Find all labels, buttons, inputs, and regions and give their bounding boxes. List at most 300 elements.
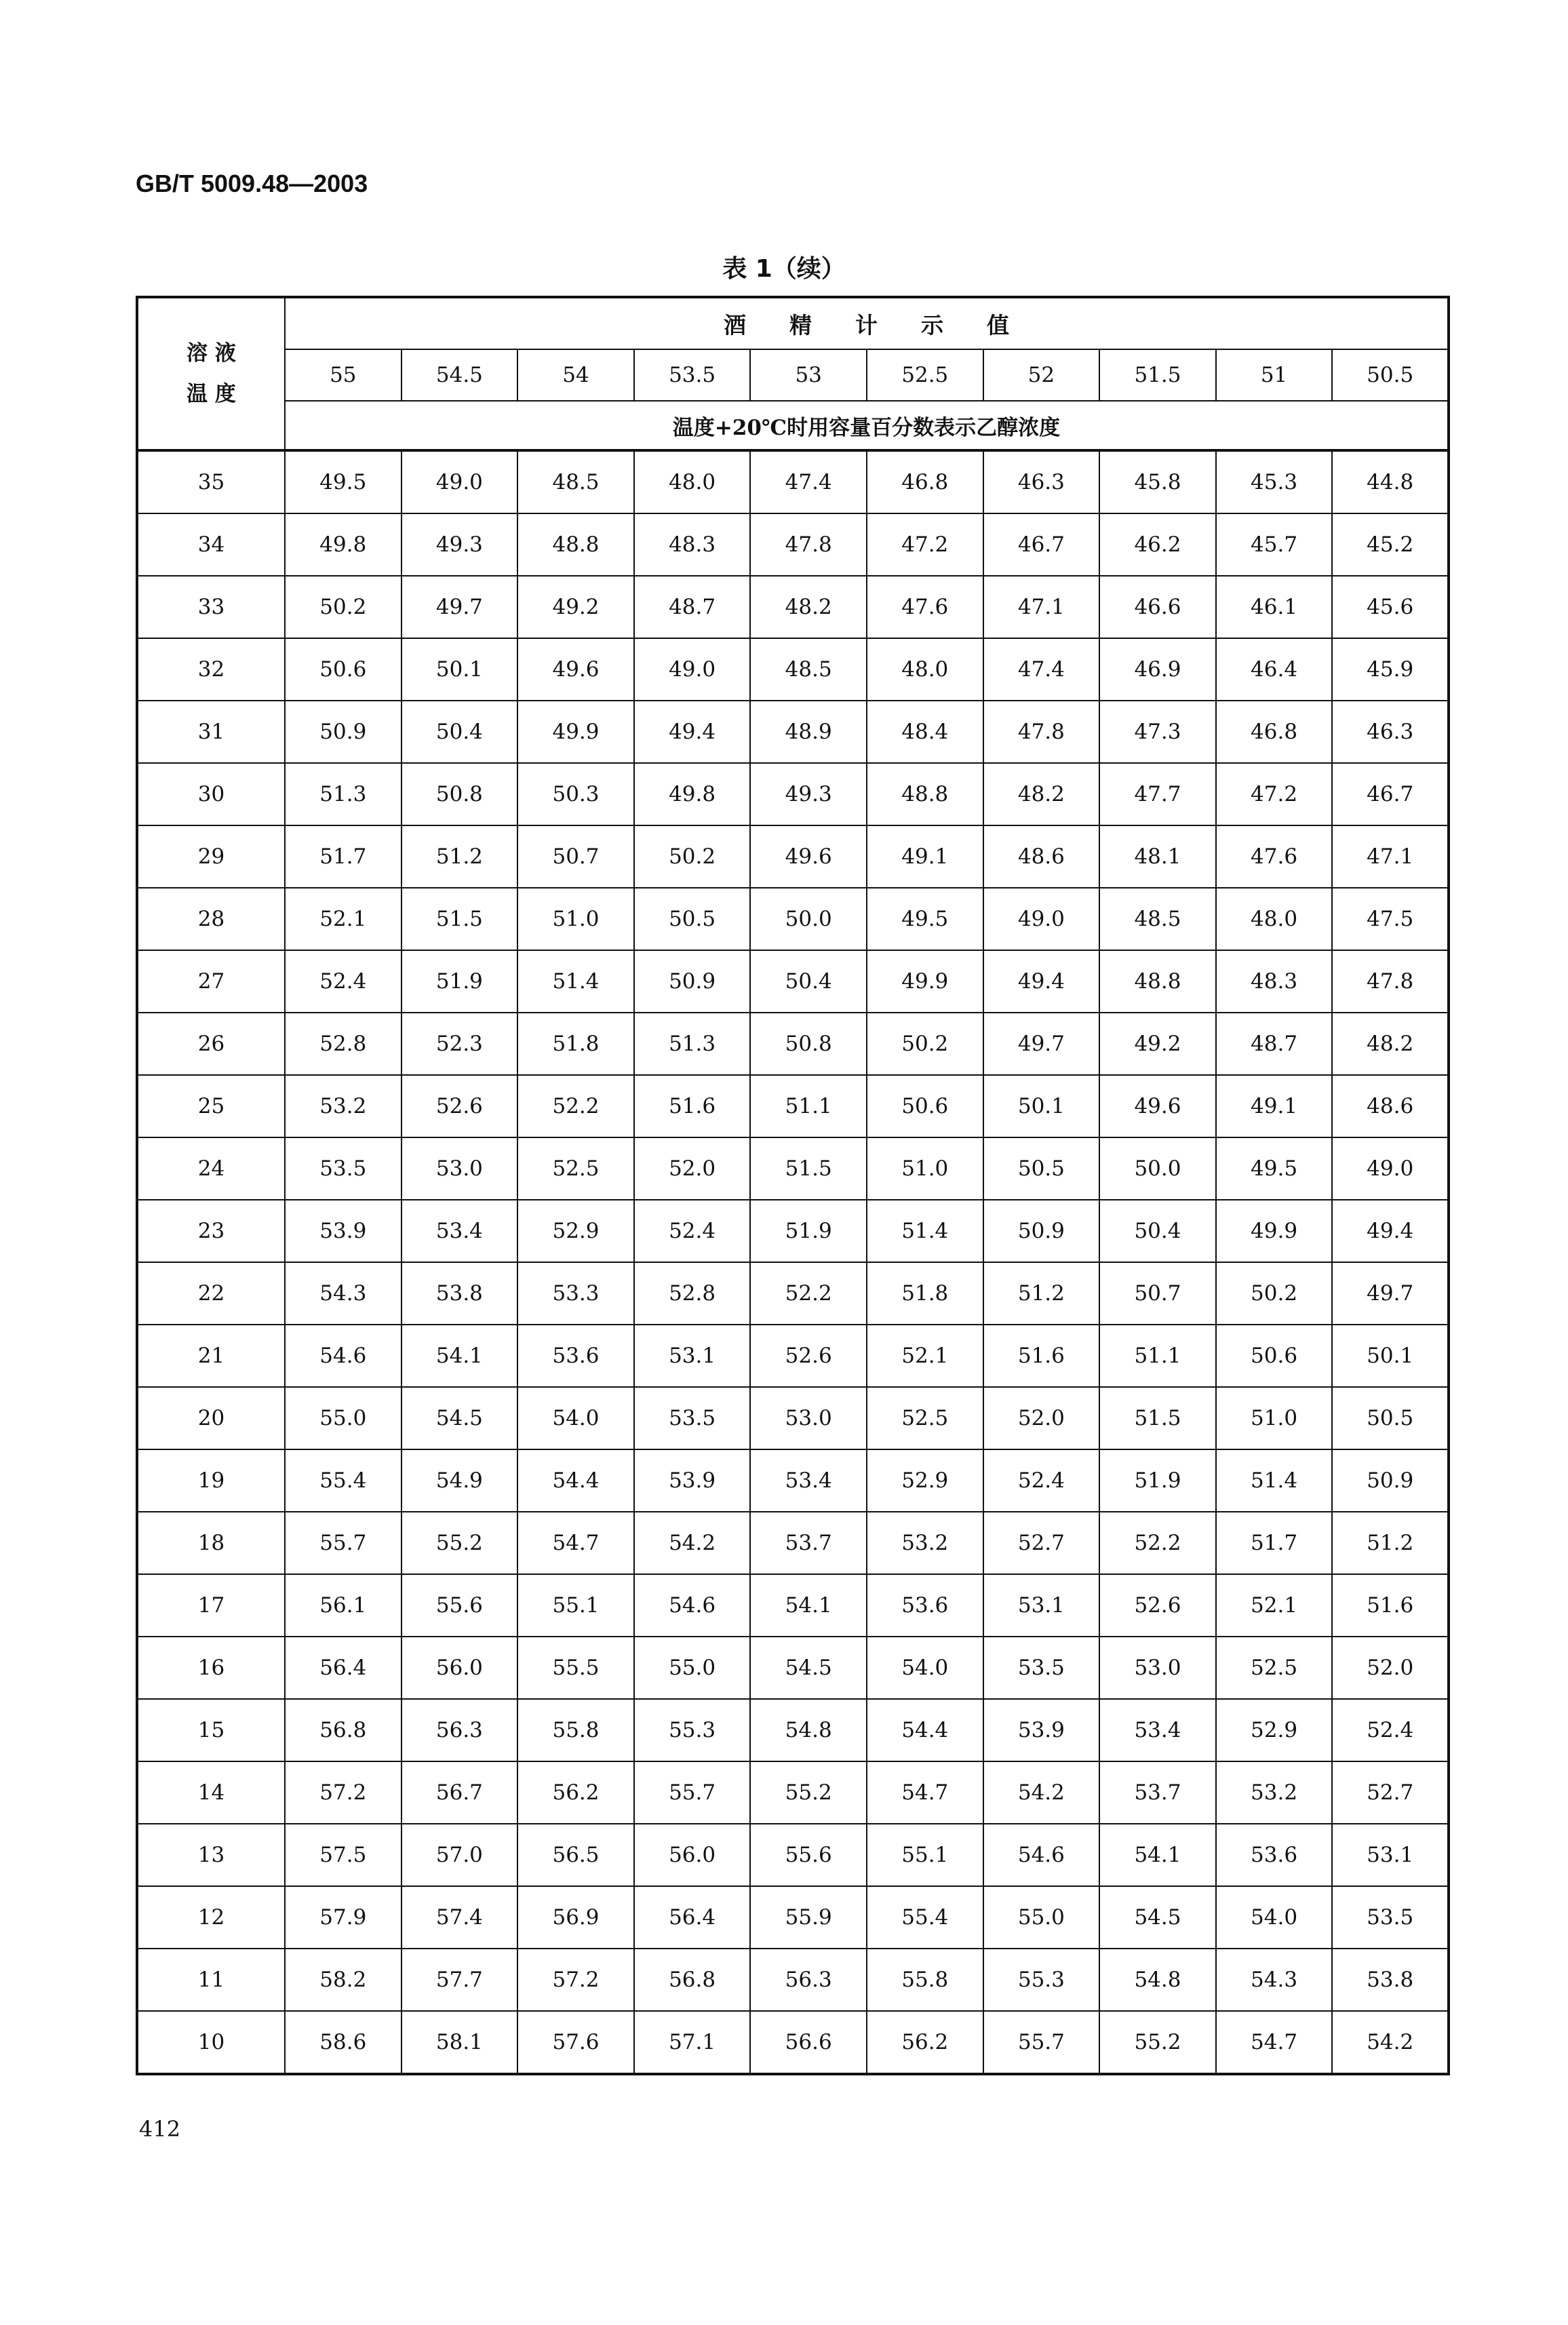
value-cell: 49.6 — [517, 638, 634, 701]
value-cell: 53.4 — [750, 1449, 867, 1512]
value-cell: 49.5 — [867, 888, 983, 950]
value-cell: 49.4 — [983, 950, 1100, 1013]
value-cell: 53.9 — [983, 1699, 1100, 1761]
value-cell: 48.7 — [1216, 1013, 1333, 1075]
value-cell: 57.5 — [285, 1824, 401, 1886]
value-cell: 48.7 — [634, 576, 751, 638]
value-cell: 57.6 — [517, 2011, 634, 2074]
value-cell: 48.2 — [750, 576, 867, 638]
value-cell: 54.6 — [285, 1325, 401, 1387]
value-cell: 55.0 — [983, 1886, 1100, 1949]
value-cell: 54.0 — [517, 1387, 634, 1449]
value-cell: 52.6 — [1099, 1574, 1216, 1637]
value-cell: 54.4 — [867, 1699, 983, 1761]
value-cell: 51.7 — [1216, 1512, 1333, 1574]
value-cell: 50.2 — [634, 825, 751, 888]
value-cell: 53.0 — [401, 1137, 518, 1200]
value-cell: 55.2 — [1099, 2011, 1216, 2074]
value-cell: 53.3 — [517, 1262, 634, 1325]
table-row — [137, 1886, 1449, 1949]
value-cell: 53.7 — [750, 1512, 867, 1574]
value-cell: 50.0 — [750, 888, 867, 950]
value-cell: 50.7 — [517, 825, 634, 888]
value-cell: 54.6 — [634, 1574, 751, 1637]
value-cell: 54.1 — [750, 1574, 867, 1637]
value-cell: 53.7 — [1099, 1761, 1216, 1824]
value-cell: 49.2 — [1099, 1013, 1216, 1075]
value-cell: 51.8 — [517, 1013, 634, 1075]
value-cell: 56.0 — [401, 1637, 518, 1699]
value-cell: 49.5 — [1216, 1137, 1333, 1200]
table-row — [137, 1013, 1449, 1075]
value-cell: 52.5 — [517, 1137, 634, 1200]
value-cell: 54.1 — [401, 1325, 518, 1387]
value-cell: 48.2 — [983, 763, 1100, 825]
value-cell: 55.7 — [983, 2011, 1100, 2074]
alcohol-correction-table — [136, 296, 1450, 2075]
value-cell: 57.2 — [517, 1949, 634, 2011]
value-cell: 46.3 — [983, 450, 1100, 513]
value-cell: 47.6 — [1216, 825, 1333, 888]
value-cell: 51.2 — [401, 825, 518, 888]
value-cell: 48.8 — [867, 763, 983, 825]
column-header: 54.5 — [401, 349, 518, 401]
value-cell: 48.9 — [750, 701, 867, 763]
table-row — [137, 1761, 1449, 1824]
value-cell: 58.6 — [285, 2011, 401, 2074]
value-cell: 56.2 — [867, 2011, 983, 2074]
value-cell: 57.2 — [285, 1761, 401, 1824]
value-cell: 48.0 — [867, 638, 983, 701]
value-cell: 56.7 — [401, 1761, 518, 1824]
table-row — [137, 1200, 1449, 1262]
value-cell: 56.9 — [517, 1886, 634, 1949]
table-row — [137, 450, 1449, 513]
column-header: 50.5 — [1332, 349, 1449, 401]
value-cell: 55.3 — [634, 1699, 751, 1761]
value-cell: 46.7 — [983, 513, 1100, 576]
value-cell: 52.1 — [867, 1325, 983, 1387]
value-cell: 53.4 — [1099, 1699, 1216, 1761]
value-cell: 55.4 — [285, 1449, 401, 1512]
value-cell: 53.5 — [983, 1637, 1100, 1699]
value-cell: 56.5 — [517, 1824, 634, 1886]
value-cell: 48.5 — [517, 450, 634, 513]
value-cell: 50.9 — [983, 1200, 1100, 1262]
value-cell: 51.2 — [1332, 1512, 1449, 1574]
value-cell: 54.3 — [285, 1262, 401, 1325]
value-cell: 46.4 — [1216, 638, 1333, 701]
value-cell: 48.1 — [1099, 825, 1216, 888]
table-caption: 表 1（续） — [722, 255, 846, 283]
value-cell: 56.3 — [750, 1949, 867, 2011]
value-cell: 56.8 — [285, 1699, 401, 1761]
value-cell: 46.2 — [1099, 513, 1216, 576]
value-cell: 50.5 — [983, 1137, 1100, 1200]
temperature-cell: 11 — [137, 1949, 285, 2011]
value-cell: 50.8 — [401, 763, 518, 825]
value-cell: 46.3 — [1332, 701, 1449, 763]
value-cell: 56.4 — [285, 1637, 401, 1699]
value-cell: 50.6 — [285, 638, 401, 701]
value-cell: 47.8 — [983, 701, 1100, 763]
value-cell: 55.7 — [285, 1512, 401, 1574]
value-cell: 57.4 — [401, 1886, 518, 1949]
value-cell: 51.0 — [517, 888, 634, 950]
value-cell: 52.2 — [517, 1075, 634, 1137]
value-cell: 47.2 — [1216, 763, 1333, 825]
value-cell: 55.2 — [401, 1512, 518, 1574]
value-cell: 54.7 — [867, 1761, 983, 1824]
value-cell: 48.5 — [1099, 888, 1216, 950]
value-cell: 46.1 — [1216, 576, 1333, 638]
value-cell: 50.1 — [401, 638, 518, 701]
value-cell: 47.4 — [983, 638, 1100, 701]
unit-header: 温度+20℃时用容量百分数表示乙醇浓度 — [285, 401, 1449, 450]
table-row — [137, 513, 1449, 576]
value-cell: 51.5 — [1099, 1387, 1216, 1449]
value-cell: 46.6 — [1099, 576, 1216, 638]
value-cell: 46.9 — [1099, 638, 1216, 701]
column-header: 52 — [983, 349, 1100, 401]
value-cell: 53.1 — [634, 1325, 751, 1387]
value-cell: 50.6 — [867, 1075, 983, 1137]
value-cell: 55.9 — [750, 1886, 867, 1949]
value-cell: 50.5 — [1332, 1387, 1449, 1449]
value-cell: 54.0 — [867, 1637, 983, 1699]
value-cell: 53.5 — [285, 1137, 401, 1200]
value-cell: 50.8 — [750, 1013, 867, 1075]
value-cell: 46.8 — [867, 450, 983, 513]
value-cell: 51.6 — [634, 1075, 751, 1137]
value-cell: 53.0 — [1099, 1637, 1216, 1699]
value-cell: 50.9 — [634, 950, 751, 1013]
value-cell: 45.8 — [1099, 450, 1216, 513]
table-row — [137, 763, 1449, 825]
value-cell: 45.3 — [1216, 450, 1333, 513]
value-cell: 54.5 — [750, 1637, 867, 1699]
temperature-cell: 35 — [137, 450, 285, 513]
value-cell: 53.2 — [1216, 1761, 1333, 1824]
value-cell: 53.6 — [517, 1325, 634, 1387]
column-header: 53.5 — [634, 349, 751, 401]
value-cell: 55.7 — [634, 1761, 751, 1824]
temperature-cell: 12 — [137, 1886, 285, 1949]
value-cell: 47.1 — [1332, 825, 1449, 888]
value-cell: 50.2 — [1216, 1262, 1333, 1325]
value-cell: 50.3 — [517, 763, 634, 825]
table-row — [137, 888, 1449, 950]
value-cell: 56.4 — [634, 1886, 751, 1949]
value-cell: 52.9 — [867, 1449, 983, 1512]
value-cell: 55.6 — [401, 1574, 518, 1637]
value-cell: 54.2 — [983, 1761, 1100, 1824]
value-cell: 50.9 — [285, 701, 401, 763]
value-cell: 49.2 — [517, 576, 634, 638]
value-cell: 45.9 — [1332, 638, 1449, 701]
value-cell: 53.8 — [401, 1262, 518, 1325]
value-cell: 55.6 — [750, 1824, 867, 1886]
table-row — [137, 701, 1449, 763]
value-cell: 58.2 — [285, 1949, 401, 2011]
value-cell: 48.3 — [634, 513, 751, 576]
value-cell: 48.2 — [1332, 1013, 1449, 1075]
value-cell: 44.8 — [1332, 450, 1449, 513]
value-cell: 52.8 — [634, 1262, 751, 1325]
value-cell: 49.4 — [1332, 1200, 1449, 1262]
value-cell: 48.0 — [1216, 888, 1333, 950]
temperature-cell: 31 — [137, 701, 285, 763]
value-cell: 52.0 — [634, 1137, 751, 1200]
table-row — [137, 638, 1449, 701]
value-cell: 53.5 — [634, 1387, 751, 1449]
value-cell: 51.5 — [750, 1137, 867, 1200]
value-cell: 54.2 — [634, 1512, 751, 1574]
value-cell: 52.9 — [1216, 1699, 1333, 1761]
value-cell: 58.1 — [401, 2011, 518, 2074]
value-cell: 49.0 — [634, 638, 751, 701]
value-cell: 50.4 — [401, 701, 518, 763]
value-cell: 51.1 — [750, 1075, 867, 1137]
column-header: 52.5 — [867, 349, 983, 401]
value-cell: 56.8 — [634, 1949, 751, 2011]
value-cell: 51.3 — [634, 1013, 751, 1075]
value-cell: 53.2 — [867, 1512, 983, 1574]
value-cell: 56.3 — [401, 1699, 518, 1761]
value-cell: 50.1 — [983, 1075, 1100, 1137]
value-cell: 55.1 — [867, 1824, 983, 1886]
table-row — [137, 1574, 1449, 1637]
value-cell: 53.6 — [1216, 1824, 1333, 1886]
value-cell: 49.4 — [634, 701, 751, 763]
temperature-cell: 20 — [137, 1387, 285, 1449]
value-cell: 53.1 — [983, 1574, 1100, 1637]
value-cell: 54.7 — [517, 1512, 634, 1574]
value-cell: 56.1 — [285, 1574, 401, 1637]
value-cell: 47.3 — [1099, 701, 1216, 763]
value-cell: 46.8 — [1216, 701, 1333, 763]
temperature-cell: 33 — [137, 576, 285, 638]
value-cell: 50.2 — [867, 1013, 983, 1075]
value-cell: 52.3 — [401, 1013, 518, 1075]
value-cell: 53.4 — [401, 1200, 518, 1262]
temperature-cell: 34 — [137, 513, 285, 576]
value-cell: 56.2 — [517, 1761, 634, 1824]
value-cell: 54.4 — [517, 1449, 634, 1512]
value-cell: 51.2 — [983, 1262, 1100, 1325]
value-cell: 57.0 — [401, 1824, 518, 1886]
value-cell: 55.3 — [983, 1949, 1100, 2011]
value-cell: 49.7 — [401, 576, 518, 638]
value-cell: 49.3 — [401, 513, 518, 576]
standard-number: GB/T 5009.48—2003 — [136, 170, 368, 197]
temperature-cell: 26 — [137, 1013, 285, 1075]
value-cell: 52.1 — [1216, 1574, 1333, 1637]
value-cell: 48.0 — [634, 450, 751, 513]
value-cell: 55.0 — [634, 1637, 751, 1699]
value-cell: 51.1 — [1099, 1325, 1216, 1387]
value-cell: 45.2 — [1332, 513, 1449, 576]
value-cell: 49.5 — [285, 450, 401, 513]
value-cell: 47.8 — [1332, 950, 1449, 1013]
table-row — [137, 1512, 1449, 1574]
value-cell: 47.6 — [867, 576, 983, 638]
temperature-cell: 27 — [137, 950, 285, 1013]
value-cell: 48.8 — [1099, 950, 1216, 1013]
table-row — [137, 825, 1449, 888]
value-cell: 51.0 — [867, 1137, 983, 1200]
value-cell: 54.5 — [401, 1387, 518, 1449]
value-cell: 49.8 — [634, 763, 751, 825]
value-cell: 45.6 — [1332, 576, 1449, 638]
value-cell: 46.7 — [1332, 763, 1449, 825]
value-cell: 50.4 — [1099, 1200, 1216, 1262]
value-cell: 54.1 — [1099, 1824, 1216, 1886]
value-cell: 51.4 — [517, 950, 634, 1013]
value-cell: 52.4 — [634, 1200, 751, 1262]
value-cell: 52.1 — [285, 888, 401, 950]
value-cell: 49.1 — [1216, 1075, 1333, 1137]
temperature-cell: 30 — [137, 763, 285, 825]
value-cell: 50.9 — [1332, 1449, 1449, 1512]
value-cell: 49.7 — [1332, 1262, 1449, 1325]
value-cell: 53.1 — [1332, 1824, 1449, 1886]
table-row — [137, 1262, 1449, 1325]
value-cell: 50.2 — [285, 576, 401, 638]
table-row — [137, 1075, 1449, 1137]
value-cell: 56.6 — [750, 2011, 867, 2074]
value-cell: 52.8 — [285, 1013, 401, 1075]
value-cell: 55.8 — [517, 1699, 634, 1761]
column-header: 51 — [1216, 349, 1333, 401]
table-row — [137, 1137, 1449, 1200]
value-cell: 51.7 — [285, 825, 401, 888]
value-cell: 55.5 — [517, 1637, 634, 1699]
value-cell: 51.5 — [401, 888, 518, 950]
value-cell: 48.3 — [1216, 950, 1333, 1013]
table-row — [137, 1387, 1449, 1449]
value-cell: 57.9 — [285, 1886, 401, 1949]
temperature-cell: 21 — [137, 1325, 285, 1387]
value-cell: 47.5 — [1332, 888, 1449, 950]
table-row — [137, 1325, 1449, 1387]
value-cell: 54.7 — [1216, 2011, 1333, 2074]
value-cell: 50.7 — [1099, 1262, 1216, 1325]
value-cell: 57.1 — [634, 2011, 751, 2074]
temperature-cell: 24 — [137, 1137, 285, 1200]
value-cell: 52.5 — [1216, 1637, 1333, 1699]
value-cell: 50.1 — [1332, 1325, 1449, 1387]
value-cell: 51.4 — [867, 1200, 983, 1262]
value-cell: 52.0 — [983, 1387, 1100, 1449]
value-cell: 54.6 — [983, 1824, 1100, 1886]
value-cell: 50.6 — [1216, 1325, 1333, 1387]
temperature-cell: 18 — [137, 1512, 285, 1574]
table-row — [137, 1637, 1449, 1699]
value-cell: 48.6 — [1332, 1075, 1449, 1137]
value-cell: 54.8 — [1099, 1949, 1216, 2011]
value-cell: 51.4 — [1216, 1449, 1333, 1512]
table-row — [137, 1449, 1449, 1512]
value-cell: 51.9 — [401, 950, 518, 1013]
value-cell: 49.0 — [983, 888, 1100, 950]
value-cell: 52.6 — [401, 1075, 518, 1137]
temperature-cell: 19 — [137, 1449, 285, 1512]
value-cell: 55.2 — [750, 1761, 867, 1824]
value-cell: 54.9 — [401, 1449, 518, 1512]
value-cell: 47.8 — [750, 513, 867, 576]
value-cell: 47.2 — [867, 513, 983, 576]
value-cell: 52.0 — [1332, 1637, 1449, 1699]
table-row — [137, 576, 1449, 638]
value-cell: 51.9 — [1099, 1449, 1216, 1512]
column-header-row — [137, 349, 1449, 401]
table-row — [137, 1949, 1449, 2011]
value-cell: 53.0 — [750, 1387, 867, 1449]
table-row — [137, 1699, 1449, 1761]
value-cell: 52.4 — [285, 950, 401, 1013]
page-number: 412 — [139, 2116, 181, 2142]
value-cell: 52.7 — [983, 1512, 1100, 1574]
corner-label-temperature: 温 度 — [187, 382, 236, 406]
value-cell: 52.2 — [750, 1262, 867, 1325]
value-cell: 49.0 — [401, 450, 518, 513]
value-cell: 49.9 — [517, 701, 634, 763]
value-cell: 47.4 — [750, 450, 867, 513]
value-cell: 49.9 — [1216, 1200, 1333, 1262]
table-row — [137, 2011, 1449, 2074]
value-cell: 53.2 — [285, 1075, 401, 1137]
value-cell: 55.4 — [867, 1886, 983, 1949]
value-cell: 55.8 — [867, 1949, 983, 2011]
value-cell: 51.6 — [983, 1325, 1100, 1387]
value-cell: 52.4 — [983, 1449, 1100, 1512]
value-cell: 54.5 — [1099, 1886, 1216, 1949]
value-cell: 53.9 — [285, 1200, 401, 1262]
value-cell: 52.7 — [1332, 1761, 1449, 1824]
value-cell: 53.8 — [1332, 1949, 1449, 2011]
group-header — [285, 297, 1449, 349]
column-header: 54 — [517, 349, 634, 401]
value-cell: 49.9 — [867, 950, 983, 1013]
value-cell: 54.3 — [1216, 1949, 1333, 2011]
column-header: 51.5 — [1099, 349, 1216, 401]
table-row — [137, 1824, 1449, 1886]
column-header: 55 — [285, 349, 401, 401]
value-cell: 55.0 — [285, 1387, 401, 1449]
value-cell: 52.2 — [1099, 1512, 1216, 1574]
value-cell: 52.5 — [867, 1387, 983, 1449]
value-cell: 45.7 — [1216, 513, 1333, 576]
temperature-cell: 29 — [137, 825, 285, 888]
value-cell: 52.6 — [750, 1325, 867, 1387]
temperature-cell: 15 — [137, 1699, 285, 1761]
corner-header — [137, 297, 285, 450]
value-cell: 51.8 — [867, 1262, 983, 1325]
value-cell: 47.1 — [983, 576, 1100, 638]
value-cell: 49.8 — [285, 513, 401, 576]
temperature-cell: 25 — [137, 1075, 285, 1137]
value-cell: 48.5 — [750, 638, 867, 701]
value-cell: 49.0 — [1332, 1137, 1449, 1200]
group-header-label: 酒精计示值 — [724, 311, 1053, 338]
value-cell: 57.7 — [401, 1949, 518, 2011]
value-cell: 55.1 — [517, 1574, 634, 1637]
value-cell: 50.0 — [1099, 1137, 1216, 1200]
value-cell: 49.3 — [750, 763, 867, 825]
value-cell: 51.9 — [750, 1200, 867, 1262]
value-cell: 53.9 — [634, 1449, 751, 1512]
